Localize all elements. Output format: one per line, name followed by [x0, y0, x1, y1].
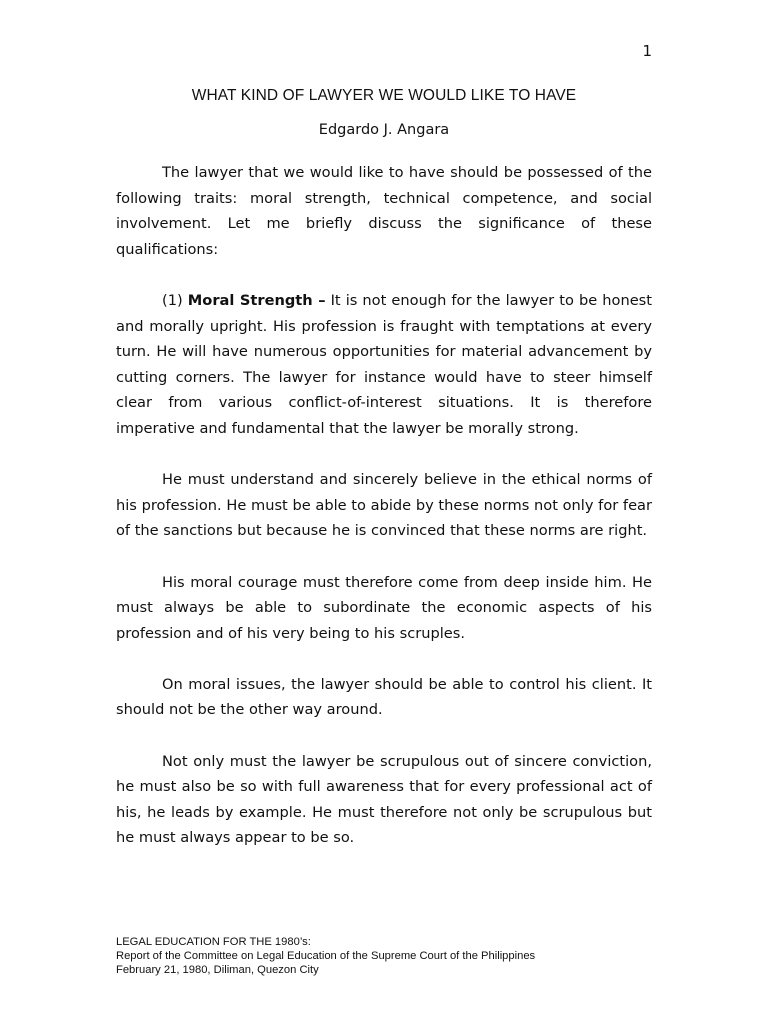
paragraph-moral-courage: His moral courage must therefore come from deep inside him. He must always be able to subordinate the economic aspects of his profession and of his very being to his scruples.: [116, 573, 652, 642]
body-text: [116, 160, 652, 851]
paragraph-intro: The lawyer that we would like to have should be possessed of the following traits: moral strength, technical competence, and social involvement. Let me briefly discuss the significance of these qualifications:: [116, 164, 652, 258]
paragraph-moral-issues: On moral issues, the lawyer should be able to control his client. It should not be the other way around.: [116, 675, 652, 719]
list-number: (1): [162, 291, 188, 309]
paragraph-lead-by-example: Not only must the lawyer be scrupulous out of sincere conviction, he must also be so with full awareness that for every professional act of his, he leads by example. He must therefore not only be scrupulous but he must always appear to be so.: [116, 752, 652, 847]
paragraph-moral-strength: [116, 288, 652, 442]
section-heading-moral-strength: Moral Strength –: [187, 291, 326, 309]
paragraph-moral-strength-text: It is not enough for the lawyer to be honest and morally upright. His profession is fraught with temptations at every turn. He will have numerous opportunities for material advancement by cutting corners. The lawyer for instance would have to steer himself clear from various conflict-of-interest situations. It is therefore imperative and fundamental that the lawyer be morally strong.: [116, 291, 653, 437]
page-number: 1: [642, 42, 652, 60]
footer-line-2: Report of the Committee on Legal Education of the Supreme Court of the Philippines: [116, 950, 536, 962]
footer-line-1: LEGAL EDUCATION FOR THE 1980’s:: [116, 936, 311, 948]
footer-citation: [116, 935, 676, 977]
document-title: WHAT KIND OF LAWYER WE WOULD LIKE TO HAVE: [191, 87, 577, 104]
footer-line-3: February 21, 1980, Diliman, Quezon City: [116, 964, 319, 976]
author-name: Edgardo J. Angara: [318, 122, 450, 138]
paragraph-ethical-norms: He must understand and sincerely believe in the ethical norms of his profession. He must be able to abide by these norms not only for fear of the sanctions but because he is convinced that these norms are right.: [116, 471, 652, 540]
